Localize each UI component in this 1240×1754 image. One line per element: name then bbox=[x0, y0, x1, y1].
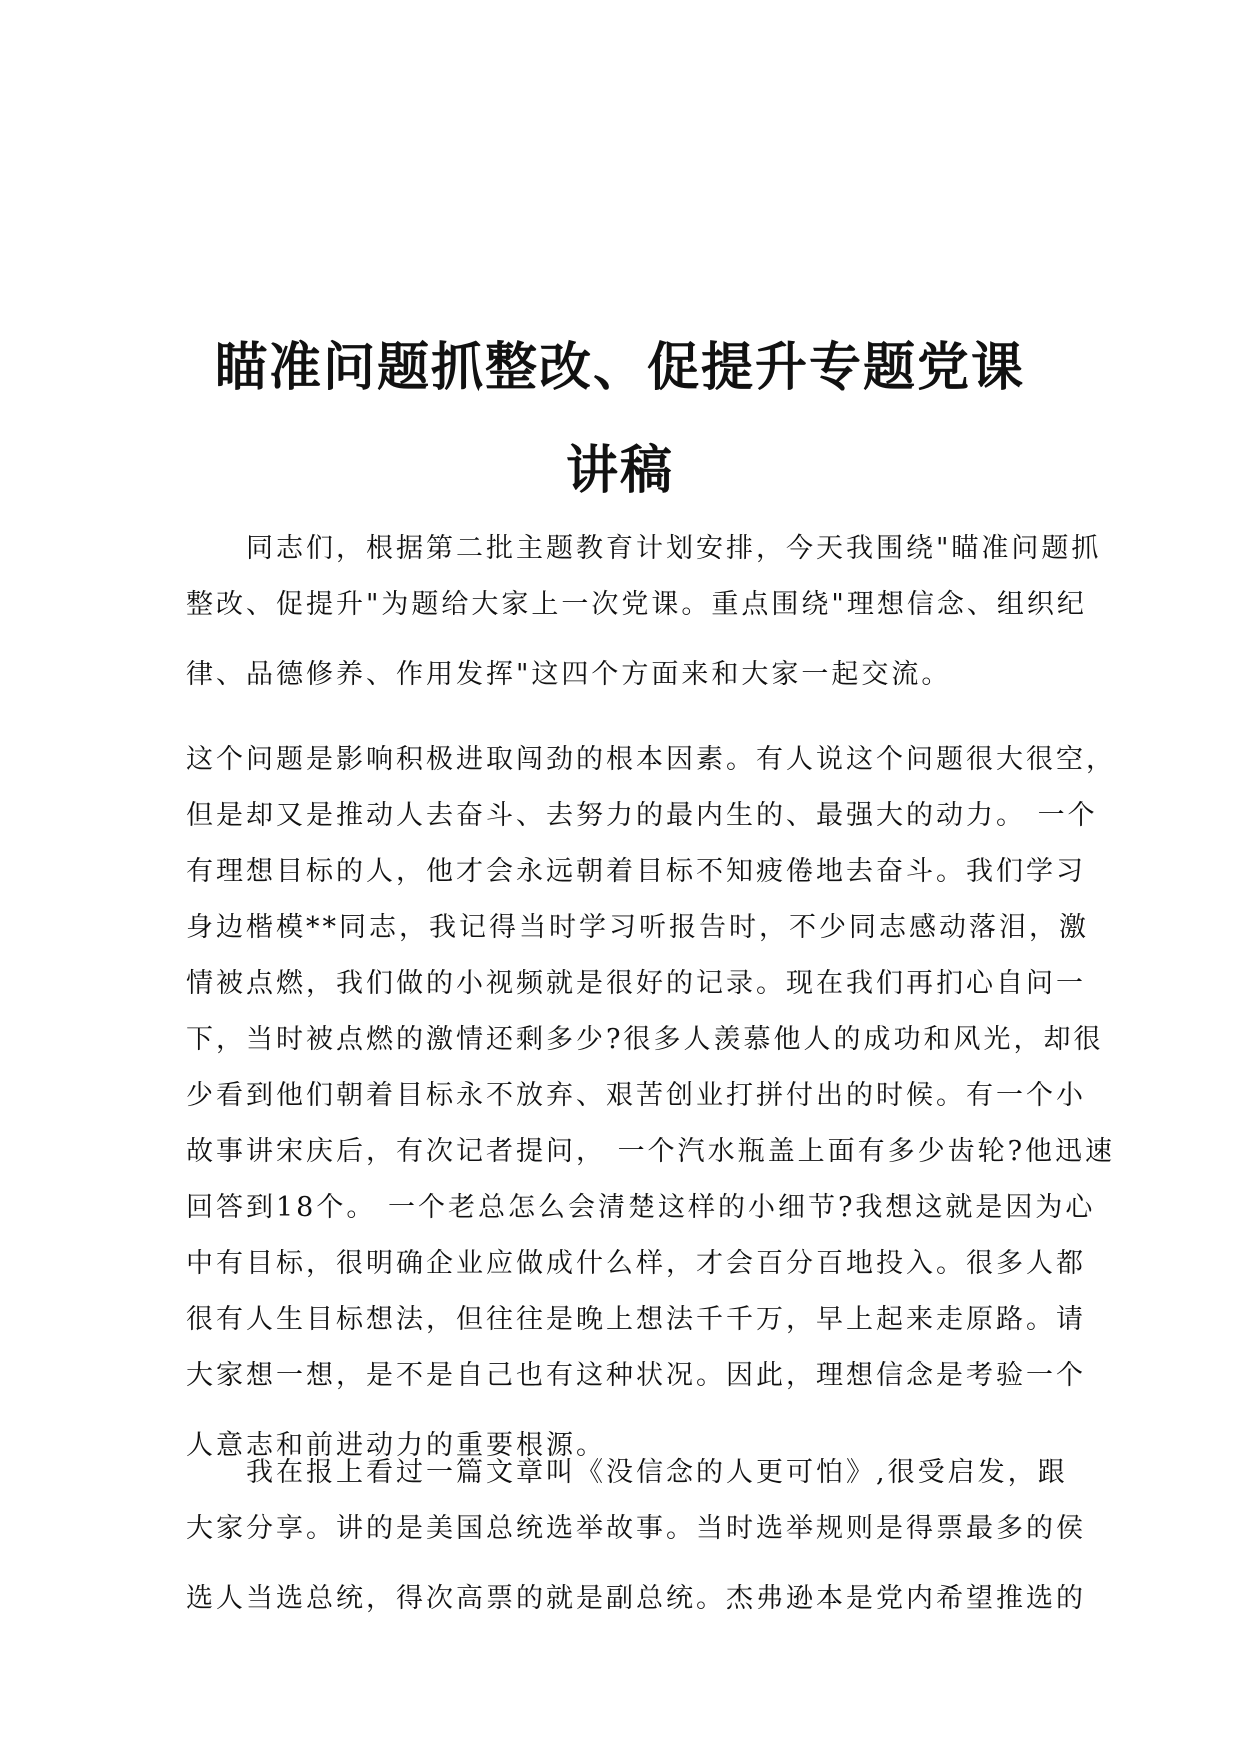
paragraph-line: 大家分享。讲的是美国总统选举故事。当时选举规则是得票最多的侯 bbox=[186, 1513, 1086, 1544]
paragraph-line: 情被点燃，我们做的小视频就是很好的记录。现在我们再扪心自问一 bbox=[186, 968, 1086, 999]
paragraph-line: 身边楷模**同志，我记得当时学习听报告时，不少同志感动落泪，激 bbox=[186, 912, 1089, 943]
paragraph-line: 很有人生目标想法，但往往是晚上想法千千万，早上起来走原路。请 bbox=[186, 1304, 1086, 1335]
paragraph-line: 整改、促提升"为题给大家上一次党课。重点围绕"理想信念、组织纪 bbox=[186, 589, 1087, 620]
paragraph-line: 故事讲宋庆后，有次记者提问， 一个汽水瓶盖上面有多少齿轮?他迅速 bbox=[186, 1136, 1116, 1167]
paragraph-line: 有理想目标的人，他才会永远朝着目标不知疲倦地去奋斗。我们学习 bbox=[186, 856, 1086, 887]
paragraph-line: 同志们，根据第二批主题教育计划安排，今天我围绕"瞄准问题抓 bbox=[246, 533, 1102, 564]
paragraph-ideals bbox=[186, 732, 1116, 1474]
paragraph-line: 我在报上看过一篇文章叫《没信念的人更可怕》,很受启发，跟 bbox=[246, 1457, 1068, 1488]
paragraph-story bbox=[186, 1445, 1086, 1627]
paragraph-line: 这个问题是影响积极进取闯劲的根本因素。有人说这个问题很大很空， bbox=[186, 744, 1116, 775]
paragraph-line: 中有目标，很明确企业应做成什么样，才会百分百地投入。很多人都 bbox=[186, 1248, 1086, 1279]
paragraph-line: 律、品德修养、作用发挥"这四个方面来和大家一起交流。 bbox=[186, 659, 952, 690]
paragraph-line: 选人当选总统，得次高票的就是副总统。杰弗逊本是党内希望推选的 bbox=[186, 1583, 1086, 1614]
paragraph-line: 少看到他们朝着目标永不放弃、艰苦创业打拼付出的时候。有一个小 bbox=[186, 1080, 1086, 1111]
paragraph-line: 回答到18个。 一个老总怎么会清楚这样的小细节?我想这就是因为心 bbox=[186, 1192, 1096, 1223]
paragraph-line: 下，当时被点燃的激情还剩多少?很多人羡慕他人的成功和风光，却很 bbox=[186, 1024, 1104, 1055]
paragraph-line: 但是却又是推动人去奋斗、去努力的最内生的、最强大的动力。 一个 bbox=[186, 800, 1098, 831]
document-title-line-2: 讲稿 bbox=[565, 440, 674, 501]
paragraph-line: 大家想一想，是不是自己也有这种状况。因此，理想信念是考验一个 bbox=[186, 1360, 1086, 1391]
paragraph-intro bbox=[186, 521, 1102, 703]
paragraph-line: 人意志和前进动力的重要根源。 bbox=[186, 1430, 606, 1461]
document-title-line-1: 瞄准问题抓整改、促提升专题党课 bbox=[214, 337, 1025, 398]
